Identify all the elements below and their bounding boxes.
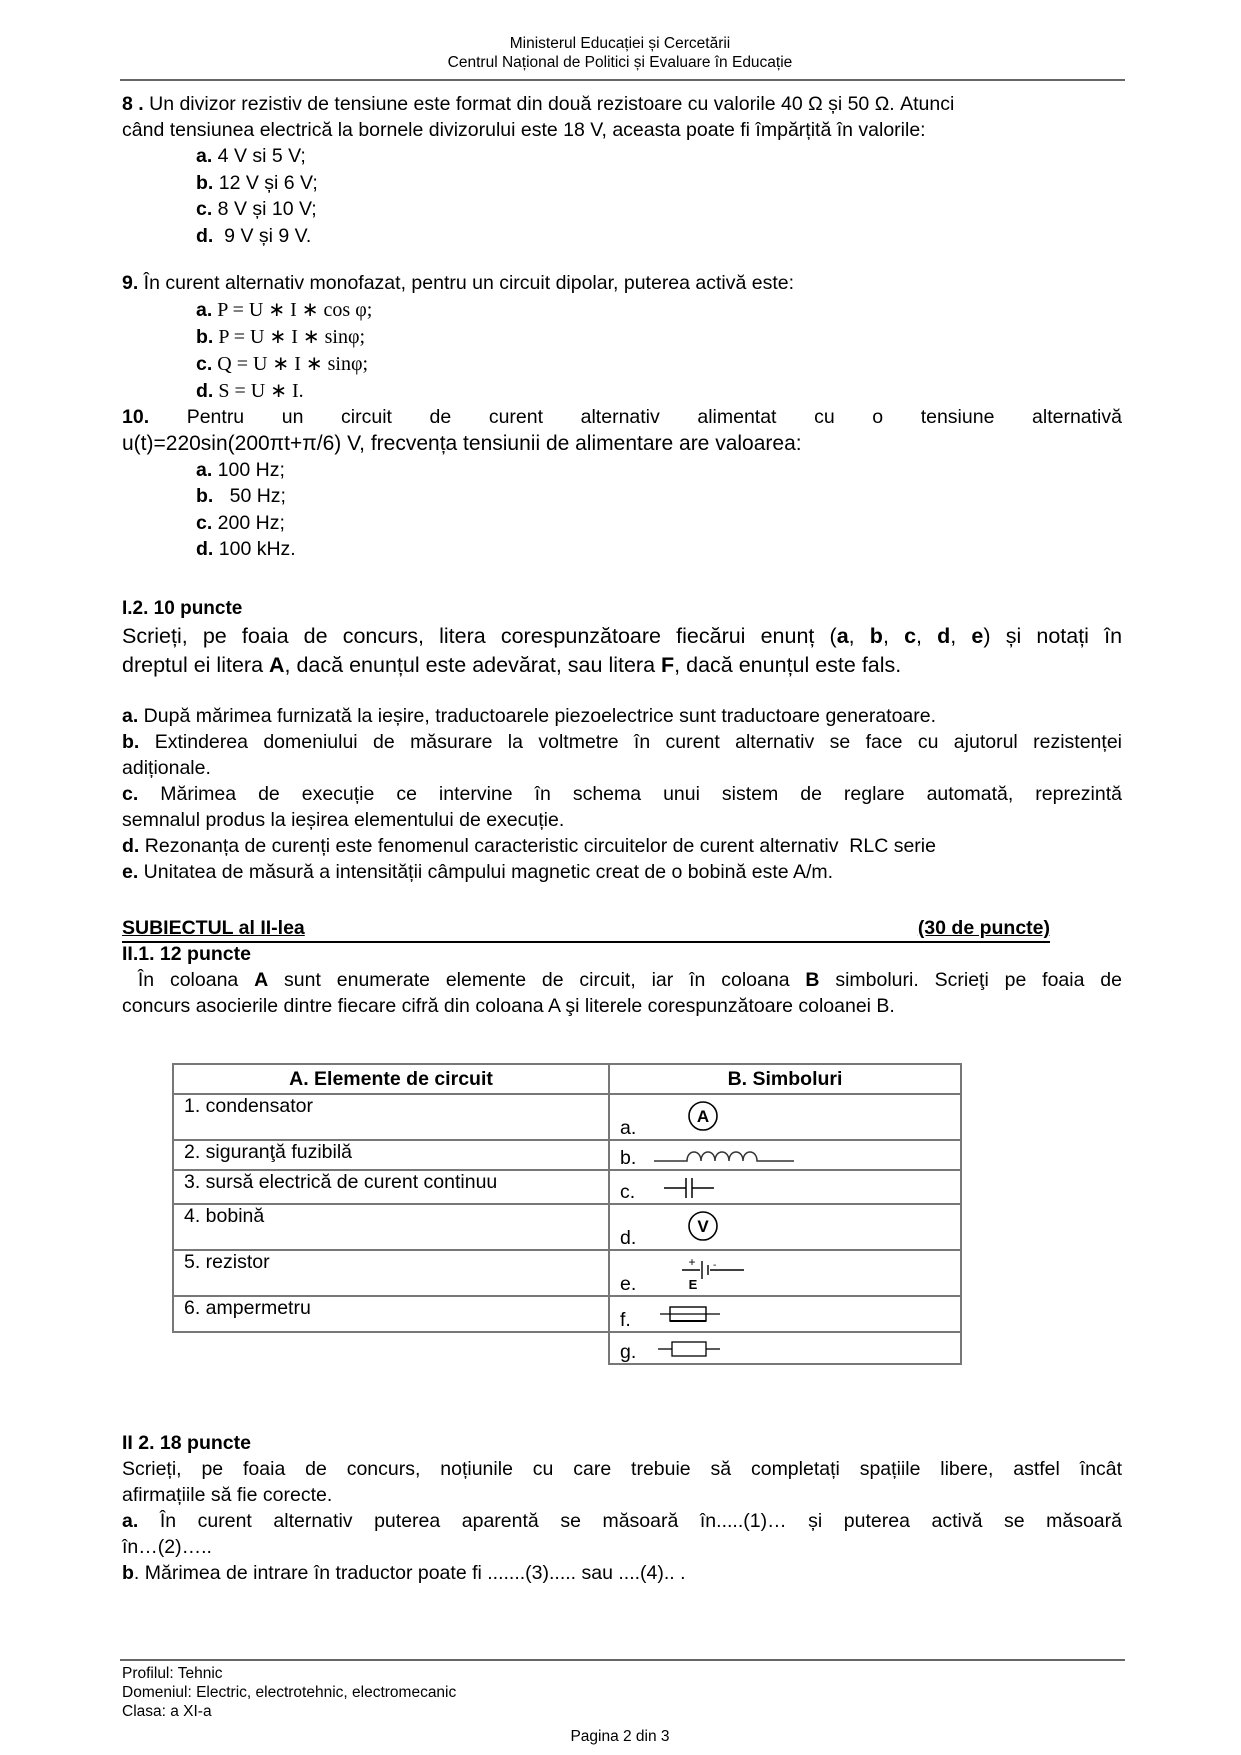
ii2-item-b: b. Mărimea de intrare în traductor poate fi .......(3)..... sau ....(4).. . — [122, 1562, 686, 1584]
ii2-instruction-line2: afirmațiile să fie corecte. — [122, 1484, 333, 1506]
q10-option-b: b. 50 Hz; — [196, 485, 286, 507]
association-table — [172, 1063, 962, 1365]
i2-item-c-line1: c. Mărimea de execuție ce intervine în schema unui sistem de reglare automată, reprezintă — [122, 783, 1122, 805]
q8-option-d: d. 9 V și 9 V. — [196, 225, 312, 247]
i2-instruction-line2: dreptul ei litera A, dacă enunțul este adevărat, sau litera F, dacă enunțul este fals. — [122, 653, 902, 677]
symbol-cell: b. — [609, 1140, 961, 1170]
q10-number: 10. — [122, 406, 150, 428]
footer-page-number: Pagina 2 din 3 — [570, 1728, 670, 1745]
footer-domain: Domeniul: Electric, electrotehnic, electromecanic — [122, 1684, 457, 1701]
table-row — [173, 1140, 961, 1170]
table-row — [173, 1094, 961, 1140]
table-header-row — [173, 1064, 961, 1094]
inductor-symbol-icon — [654, 1145, 794, 1167]
q9-option-a: a. P = U ∗ I ∗ cos φ; — [196, 299, 373, 321]
element-cell: 4. bobină — [173, 1204, 609, 1250]
footer-profile: Profilul: Tehnic — [122, 1665, 223, 1682]
ii2-title: II 2. 18 puncte — [122, 1432, 251, 1454]
element-cell: 2. siguranţă fuzibilă — [173, 1140, 609, 1170]
header-rule — [120, 79, 1125, 81]
q10-option-c: c. 200 Hz; — [196, 512, 285, 534]
element-cell: 6. ampermetru — [173, 1296, 609, 1332]
column-a-header: A. Elemente de circuit — [173, 1064, 609, 1094]
ii2-instruction-line1: Scrieți, pe foaia de concurs, noțiunile cu care trebuie să completați spațiile libere, astfel încât — [122, 1458, 1122, 1480]
ammeter-symbol-icon — [686, 1099, 720, 1133]
column-b-header: B. Simboluri — [609, 1064, 961, 1094]
q9-option-c: c. Q = U ∗ I ∗ sinφ; — [196, 353, 369, 375]
capacitor-symbol-icon — [664, 1177, 714, 1199]
symbol-cell: c. — [609, 1170, 961, 1204]
ii1-title: II.1. 12 puncte — [122, 943, 251, 965]
symbol-cell: a. A — [609, 1094, 961, 1140]
q8-option-c: c. 8 V și 10 V; — [196, 198, 317, 220]
i2-title: I.2. 10 puncte — [122, 598, 243, 619]
q9-option-d: d. S = U ∗ I. — [196, 380, 304, 402]
q10-option-d: d. 100 kHz. — [196, 538, 296, 560]
subject-2-title: SUBIECTUL al II-lea — [122, 917, 305, 939]
i2-item-c-line2: semnalul produs la ieșirea elementului de execuție. — [122, 809, 565, 831]
q8-line1: Un divizor rezistiv de tensiune este format din două rezistoare cu valorile 40 Ω și 50 Ω. Atunci — [143, 93, 955, 115]
element-cell: 1. condensator — [173, 1094, 609, 1140]
i2-item-e: e. Unitatea de măsură a intensității câmpului magnetic creat de o bobină este A/m. — [122, 861, 834, 883]
footer-rule — [120, 1659, 1125, 1661]
symbol-cell: f. — [609, 1296, 961, 1332]
svg-text:E: E — [688, 1277, 698, 1291]
table-row — [173, 1170, 961, 1204]
q8-option-a: a. 4 V si 5 V; — [196, 145, 306, 167]
svg-text:+: + — [688, 1255, 696, 1269]
fuse-symbol-icon — [660, 1303, 720, 1325]
q8-option-b: b. 12 V și 6 V; — [196, 172, 318, 194]
ii2-item-a-line1: a. În curent alternativ puterea aparentă se măsoară în.....(1)… și puterea activă se măsoară — [122, 1510, 1122, 1532]
q8-number: 8 . — [122, 93, 144, 115]
resistor-symbol-icon — [658, 1338, 720, 1360]
element-cell-empty — [173, 1332, 609, 1364]
footer-class: Clasa: a XI-a — [122, 1703, 212, 1720]
i2-item-b-line1: b. Extinderea domeniului de măsurare la voltmetre în curent alternativ se face cu ajutorul rezistenței — [122, 731, 1122, 753]
ii1-instruction-line1: În coloana A sunt enumerate elemente de circuit, iar în coloana B simboluri. Scrieţi pe foaia de — [122, 969, 1122, 991]
symbol-cell: g. — [609, 1332, 961, 1364]
i2-item-b-line2: adiționale. — [122, 757, 211, 779]
element-cell: 5. rezistor — [173, 1250, 609, 1296]
header-ministry: Ministerul Educației și Cercetării — [509, 35, 731, 52]
svg-text:A: A — [696, 1107, 710, 1126]
i2-item-a: a. După mărimea furnizată la ieșire, traductoarele piezoelectrice sunt traductoare generatoare. — [122, 705, 937, 727]
i2-item-d: d. Rezonanța de curenți este fenomenul caracteristic circuitelor de curent alternativ RLC serie — [122, 835, 936, 857]
table-row — [173, 1296, 961, 1332]
table-row — [173, 1204, 961, 1250]
table-row — [173, 1250, 961, 1296]
q10-option-a: a. 100 Hz; — [196, 459, 285, 481]
subject-2-heading — [122, 915, 1050, 943]
dc-source-symbol-icon — [680, 1255, 744, 1291]
element-cell: 3. sursă electrică de curent continuu — [173, 1170, 609, 1204]
voltmeter-symbol-icon — [686, 1209, 720, 1243]
q9-option-b: b. P = U ∗ I ∗ sinφ; — [196, 326, 366, 348]
symbol-cell: e. + - E — [609, 1250, 961, 1296]
q8-line2: când tensiunea electrică la bornele divizorului este 18 V, aceasta poate fi împărțită în valorile: — [122, 119, 926, 141]
q9-number: 9. — [122, 272, 139, 294]
svg-text:-: - — [713, 1260, 717, 1271]
q10-line2: u(t)=220sin(200πt+π/6) V, frecvența tensiunii de alimentare are valoarea: — [122, 432, 802, 455]
q10-line1: 10. Pentru un circuit de curent alternativ alimentat cu o tensiune alternativă — [122, 406, 1122, 428]
q9-text: 9. În curent alternativ monofazat, pentru un circuit dipolar, puterea activă este: — [122, 272, 795, 294]
svg-text:V: V — [697, 1217, 709, 1236]
ii2-item-a-line2: în…(2)….. — [122, 1536, 212, 1558]
symbol-cell: d. V — [609, 1204, 961, 1250]
header-center: Centrul Național de Politici și Evaluare în Educație — [447, 54, 793, 71]
q8-text — [122, 91, 1122, 118]
subject-2-points: (30 de puncte) — [917, 917, 1050, 939]
ii1-instruction-line2: concurs asocierile dintre fiecare cifră din coloana A şi literele corespunzătoare coloanei B. — [122, 995, 895, 1017]
table-row — [173, 1332, 961, 1364]
i2-instruction-line1: Scrieți, pe foaia de concurs, litera corespunzătoare fiecărui enunț (a, b, c, d, e) și notați în — [122, 624, 1123, 648]
